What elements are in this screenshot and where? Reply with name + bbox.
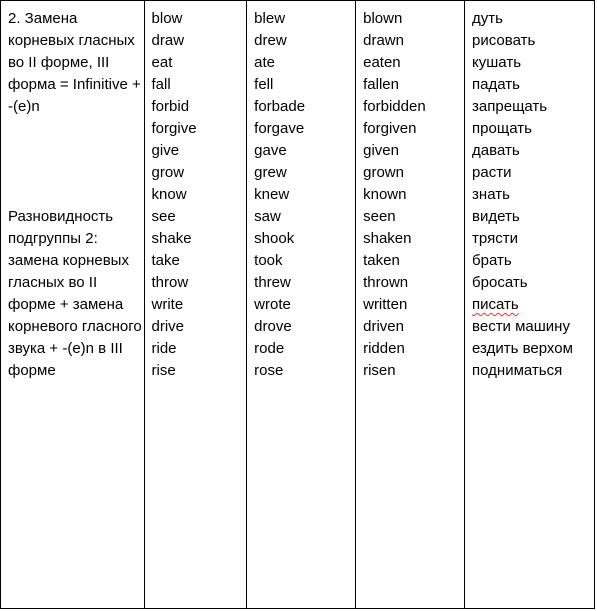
verb-translation-15: ездить верхом [472, 340, 573, 357]
verb-past-11: took [254, 252, 283, 269]
verb-past-12: threw [254, 274, 291, 291]
subgroup-description: Разновидность подгруппы 2: замена корневых гласных во II форме + замена корневого гласного звука + -(e)n в III форме [8, 208, 142, 379]
verb-infinitive-9: see [151, 208, 176, 225]
verb-past-2: ate [254, 54, 276, 71]
verb-translation-8: знать [472, 186, 510, 203]
verb-infinitive-8: know [151, 186, 187, 203]
verb-translation-7: расти [472, 164, 512, 181]
verb-participle-1: drawn [363, 32, 404, 49]
verb-infinitive-14: drive [151, 318, 185, 335]
verb-past-15: rode [254, 340, 285, 357]
verb-participle-2: eaten [363, 54, 401, 71]
verb-infinitive-4: forbid [151, 98, 190, 115]
verb-past-10: shook [254, 230, 295, 247]
verb-participle-13: written [363, 296, 408, 313]
verb-past-8: knew [254, 186, 290, 203]
verb-infinitive-3: fall [151, 76, 171, 93]
verb-participle-14: driven [363, 318, 404, 335]
verb-participle-8: known [363, 186, 407, 203]
past-simple-list [254, 8, 355, 382]
verb-participle-0: blown [363, 10, 403, 27]
verb-translation-13 [472, 294, 594, 316]
verb-participle-3: fallen [363, 76, 399, 93]
verb-infinitive-15: ride [151, 340, 177, 357]
verb-past-9: saw [254, 208, 281, 225]
verb-translation-14: вести машину [472, 318, 570, 335]
verb-participle-12: thrown [363, 274, 409, 291]
verb-past-6: gave [254, 142, 287, 159]
verb-past-0: blew [254, 10, 286, 27]
verb-translation-12: бросать [472, 274, 528, 291]
verb-infinitive-7: grow [151, 164, 185, 181]
verb-past-7: grew [254, 164, 287, 181]
verb-infinitive-6: give [151, 142, 180, 159]
table-row [1, 1, 595, 609]
verb-translation-0: дуть [472, 10, 503, 27]
verb-infinitive-13: write [151, 296, 184, 313]
past-simple-column[interactable] [247, 1, 356, 609]
verb-translation-4: запрещать [472, 98, 548, 115]
verb-infinitive-10: shake [151, 230, 192, 247]
translation-list [472, 8, 594, 382]
verb-past-3: fell [254, 76, 274, 93]
verb-past-14: drove [254, 318, 292, 335]
verb-participle-16: risen [363, 362, 396, 379]
past-participle-list [363, 8, 464, 382]
spellcheck-underline: писать [472, 296, 519, 313]
verb-infinitive-0: blow [151, 10, 183, 27]
verb-translation-11: брать [472, 252, 512, 269]
verb-infinitive-16: rise [151, 362, 176, 379]
verb-past-5: forgave [254, 120, 305, 137]
verb-participle-4: forbidden [363, 98, 426, 115]
verb-participle-7: grown [363, 164, 404, 181]
verb-past-1: drew [254, 32, 287, 49]
verb-participle-10: shaken [363, 230, 412, 247]
verb-translation-2: кушать [472, 54, 522, 71]
verb-past-4: forbade [254, 98, 306, 115]
infinitive-list [152, 8, 247, 382]
verb-translation-3: падать [472, 76, 520, 93]
past-participle-column[interactable] [356, 1, 465, 609]
verb-participle-6: given [363, 142, 399, 159]
verb-infinitive-11: take [151, 252, 180, 269]
verb-infinitive-2: eat [151, 54, 173, 71]
verb-participle-15: ridden [363, 340, 405, 357]
verb-infinitive-1: draw [151, 32, 185, 49]
verb-infinitive-12: throw [151, 274, 189, 291]
infinitive-column[interactable] [144, 1, 247, 609]
verb-infinitive-5: forgive [151, 120, 197, 137]
verb-translation-9: видеть [472, 208, 520, 225]
translation-column[interactable] [465, 1, 595, 609]
verb-participle-9: seen [363, 208, 396, 225]
verb-past-13: wrote [254, 296, 291, 313]
group-description: 2. Замена корневых гласных во II форме, III форма = Infinitive + -(e)n [8, 10, 141, 115]
verb-translation-1: рисовать [472, 32, 536, 49]
verb-past-16: rose [254, 362, 284, 379]
verb-participle-11: taken [363, 252, 400, 269]
verb-translation-5: прощать [472, 120, 532, 137]
group-description-cell[interactable] [1, 1, 145, 609]
verb-translation-10: трясти [472, 230, 518, 247]
verb-translation-6: давать [472, 142, 520, 159]
verb-participle-5: forgiven [363, 120, 417, 137]
verb-translation-16: подниматься [472, 362, 563, 379]
